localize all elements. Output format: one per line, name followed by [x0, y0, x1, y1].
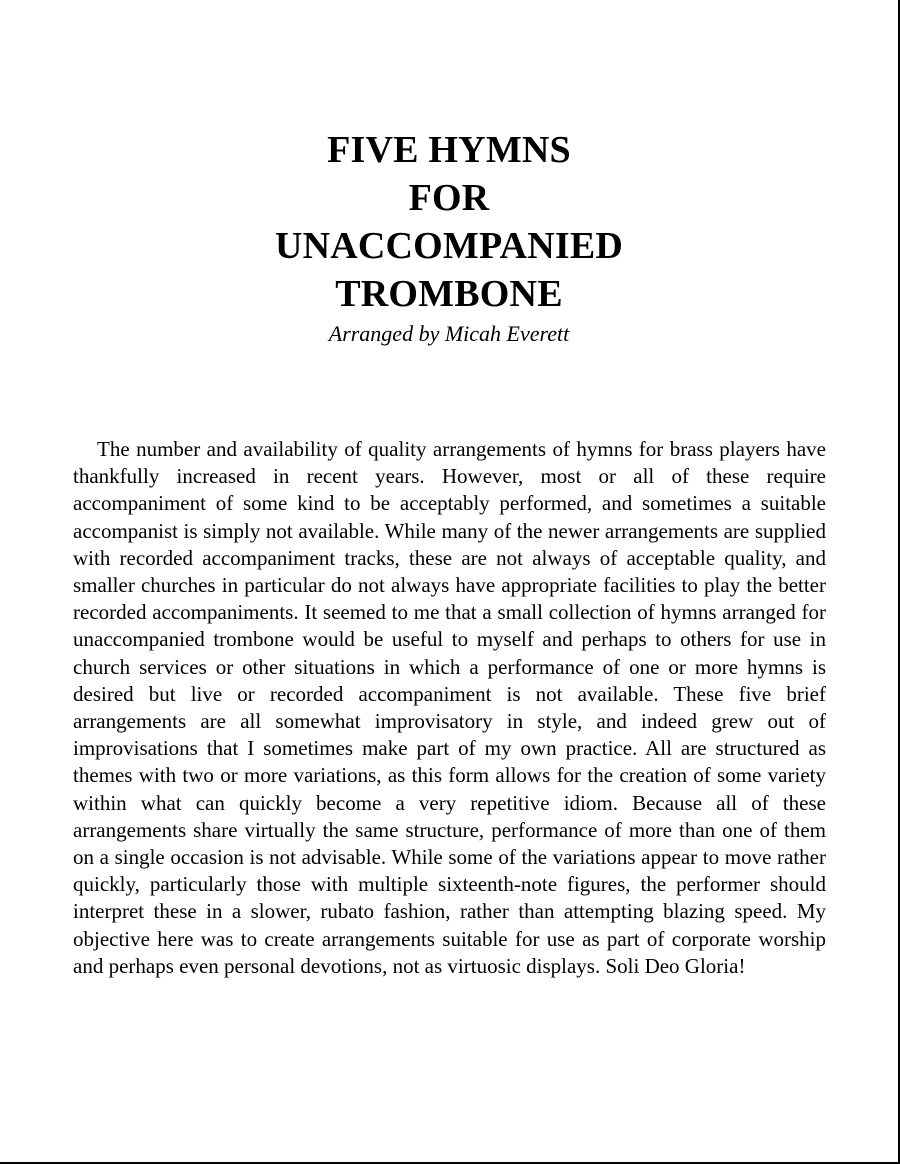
- title-line-2: FOR: [408, 177, 490, 219]
- title-block: [0, 126, 898, 349]
- title-line-1: FIVE HYMNS: [327, 129, 571, 171]
- title-line-4: TROMBONE: [335, 273, 563, 315]
- arranger-credit: Arranged by Micah Everett: [328, 321, 570, 346]
- preface-paragraph: The number and availability of quality arrangements of hymns for brass players have thankfully increased in recent years. However, most or all of these require accompaniment of some kind to be acceptably performed, and sometimes a suitable accompanist is simply not available. While many of the newer arrangements are supplied with recorded accompaniment tracks, these are not always of acceptable quality, and smaller churches in particular do not always have appropriate facilities to play the better recorded accompaniments. It seemed to me that a small collection of hymns arranged for unaccompanied trombone would be useful to myself and perhaps to others for use in church services or other situations in which a performance of one or more hymns is desired but live or recorded accompaniment is not available. These five brief arrangements are all somewhat improvisatory in style, and indeed grew out of improvisations that I sometimes make part of my own practice. All are structured as themes with two or more variations, as this form allows for the creation of some variety within what can quickly become a very repetitive idiom. Because all of these arrangements share virtually the same structure, performance of more than one of them on a single occasion is not advisable. While some of the variations appear to move rather quickly, particularly those with multiple sixteenth-note figures, the performer should interpret these in a slower, rubato fashion, rather than attempting blazing speed. My objective here was to create arrangements suitable for use as part of corporate worship and perhaps even personal devotions, not as virtuosic displays. Soli Deo Gloria!: [73, 437, 826, 978]
- title-line-3: UNACCOMPANIED: [274, 225, 624, 267]
